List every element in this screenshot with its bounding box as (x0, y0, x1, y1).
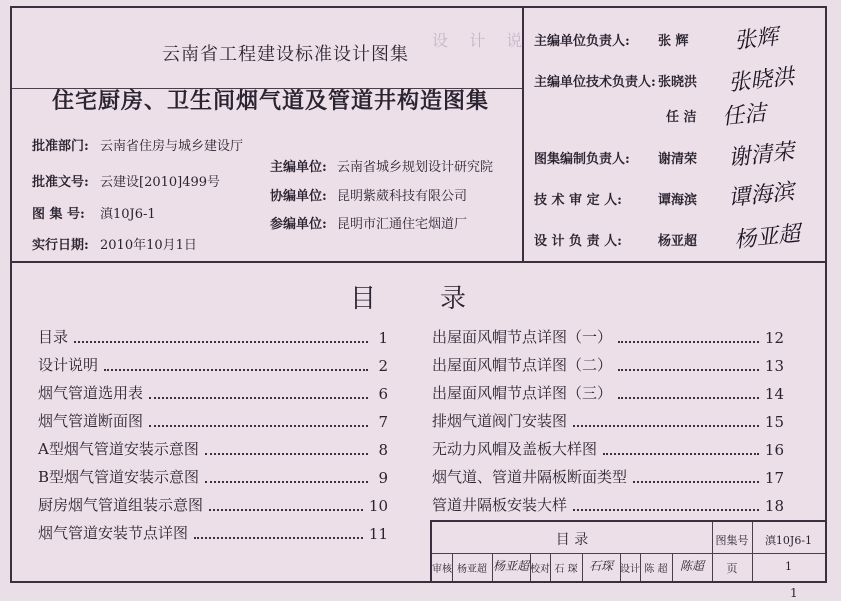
leader-dots (618, 369, 759, 371)
toc-item[interactable] (432, 382, 784, 403)
approve-doc-label: 批准文号: (32, 175, 89, 190)
signature-2: 张晓洪 (727, 64, 796, 97)
leader-dots (205, 481, 368, 483)
approve-dept-label: 批准部门: (32, 139, 89, 154)
atlas-series: 云南省工程建设标准设计图集 (162, 44, 409, 65)
leader-dots (618, 397, 759, 399)
tb-checker-signature: 石琛 (588, 559, 613, 573)
approve-doc: 云建设[2010]499号 (100, 175, 221, 190)
atlas-title: 住宅厨房、卫生间烟气道及管道井构造图集 (52, 89, 490, 114)
toc-item[interactable] (38, 494, 388, 515)
title-block-mid-rule (432, 553, 825, 554)
tb-designer-signature: 陈超 (679, 559, 704, 573)
signature-4: 谢清荣 (727, 139, 796, 172)
toc-item-label: A型烟气管道安装示意图 (38, 440, 199, 458)
toc-item-label: 烟气管道安装节点详图 (38, 524, 189, 542)
leader-dots (194, 537, 363, 539)
tb-designer: 陈 超 (644, 564, 668, 575)
leader-dots (149, 425, 368, 427)
toc-item-page: 8 (378, 441, 388, 459)
part-unit-label: 参编单位: (270, 217, 327, 232)
toc-item[interactable] (38, 410, 388, 431)
toc-item-page: 18 (764, 497, 784, 515)
toc-item-label: 出屋面风帽节点详图（一） (432, 328, 613, 346)
signature-6: 杨亚超 (733, 221, 802, 254)
toc-item-label: 出屋面风帽节点详图（三） (432, 384, 613, 402)
toc-item[interactable] (38, 466, 388, 487)
toc-item-page: 16 (764, 441, 784, 459)
toc-title-left: 目 (350, 284, 379, 314)
effective-date-label: 实行日期: (32, 238, 89, 253)
chief-unit-label: 主编单位: (270, 160, 327, 175)
toc-item-page: 1 (378, 329, 388, 347)
toc-item[interactable] (432, 466, 784, 487)
toc-item-label: 设计说明 (38, 356, 99, 374)
tb-reviewer-signature: 杨亚超 (492, 559, 529, 573)
toc-item-label: B型烟气管道安装示意图 (38, 468, 200, 486)
leader-dots (104, 369, 368, 371)
toc-item-page: 12 (764, 329, 784, 347)
tb-design-label: 设计 (620, 564, 640, 575)
tb-page-label: 页 (726, 562, 738, 575)
tb-page: 1 (785, 560, 792, 573)
leader-dots (573, 425, 759, 427)
toc-item[interactable] (432, 410, 784, 431)
toc-item-label: 管道井隔板安装大样 (432, 496, 568, 514)
tb-review-label: 审核 (432, 564, 452, 575)
part-unit: 昆明市汇通住宅烟道厂 (337, 217, 468, 232)
page-number: 1 (790, 586, 798, 600)
co-unit-label: 协编单位: (270, 189, 327, 204)
toc-item-page: 14 (764, 385, 784, 403)
signature-3: 任洁 (721, 100, 768, 131)
toc-item-label: 厨房烟气管道组装示意图 (38, 496, 204, 514)
toc-item-page: 6 (378, 385, 388, 403)
toc-item-label: 无动力风帽及盖板大样图 (432, 440, 598, 458)
leader-dots (209, 509, 363, 511)
toc-item-page: 15 (764, 413, 784, 431)
resp-label-5: 技 术 审 定 人: (534, 193, 622, 208)
toc-item-label: 排烟气道阀门安装图 (432, 412, 568, 430)
toc-item-label: 目录 (38, 328, 69, 346)
resp-name-4: 谢清荣 (658, 152, 698, 167)
toc-item-label: 出屋面风帽节点详图（二） (432, 356, 613, 374)
toc-item[interactable] (432, 438, 784, 459)
leader-dots (74, 341, 368, 343)
toc-item[interactable] (38, 382, 388, 403)
toc-item-label: 烟气道、管道井隔板断面类型 (432, 468, 628, 486)
toc-item-page: 7 (378, 413, 388, 431)
toc-item[interactable] (432, 494, 784, 515)
toc-item-page: 2 (378, 357, 388, 375)
chief-unit: 云南省城乡规划设计研究院 (337, 160, 494, 175)
toc-item[interactable] (432, 354, 784, 375)
tb-reviewer: 杨亚超 (457, 564, 487, 575)
resp-name-5: 谭海滨 (658, 193, 698, 208)
signature-1: 张辉 (733, 24, 780, 55)
toc-item-label: 烟气管道选用表 (38, 384, 144, 402)
leader-dots (603, 453, 759, 455)
toc-item-page: 17 (764, 469, 784, 487)
resp-name-3: 任 洁 (666, 110, 697, 125)
toc-item[interactable] (38, 326, 388, 347)
tb-atlas-no: 滇10J6-1 (764, 534, 813, 547)
signature-5: 谭海滨 (727, 179, 796, 212)
tb-atlas-no-label: 图集号 (715, 534, 749, 547)
effective-date: 2010年10月1日 (100, 238, 197, 253)
resp-label-6: 设 计 负 责 人: (534, 234, 622, 249)
resp-name-6: 杨亚超 (658, 234, 698, 249)
title-block (430, 520, 825, 581)
drawing-sheet (10, 6, 827, 583)
toc-item[interactable] (38, 522, 388, 543)
tb-checker: 石 琛 (554, 564, 578, 575)
toc-item[interactable] (432, 326, 784, 347)
toc-item-page: 9 (378, 469, 388, 487)
toc-item-page: 13 (764, 357, 784, 375)
resp-name-2: 张晓洪 (658, 75, 698, 90)
leader-dots (205, 453, 368, 455)
toc-item[interactable] (38, 354, 388, 375)
resp-label-4: 图集编制负责人: (534, 152, 630, 167)
toc-title-right: 录 (440, 284, 469, 314)
leader-dots (149, 397, 368, 399)
atlas-no: 滇10J6-1 (100, 207, 156, 222)
resp-name-1: 张 辉 (658, 34, 689, 49)
faint-background-text: 设 计 说 (432, 31, 531, 50)
toc-item-page: 11 (368, 525, 388, 543)
approve-dept: 云南省住房与城乡建设厅 (100, 139, 244, 154)
resp-label-1: 主编单位负责人: (534, 34, 630, 49)
resp-label-2: 主编单位技术负责人: (534, 75, 656, 90)
atlas-no-label: 图 集 号: (32, 207, 85, 222)
drawing-title: 目 录 (555, 532, 589, 548)
leader-dots (573, 509, 759, 511)
header-bottom-rule (12, 261, 825, 263)
tb-check-label: 校对 (530, 564, 550, 575)
leader-dots (618, 341, 759, 343)
toc-item[interactable] (38, 438, 388, 459)
toc-item-page: 10 (368, 497, 388, 515)
toc-item-label: 烟气管道断面图 (38, 412, 144, 430)
leader-dots (633, 481, 759, 483)
co-unit: 昆明紫葳科技有限公司 (337, 189, 468, 204)
